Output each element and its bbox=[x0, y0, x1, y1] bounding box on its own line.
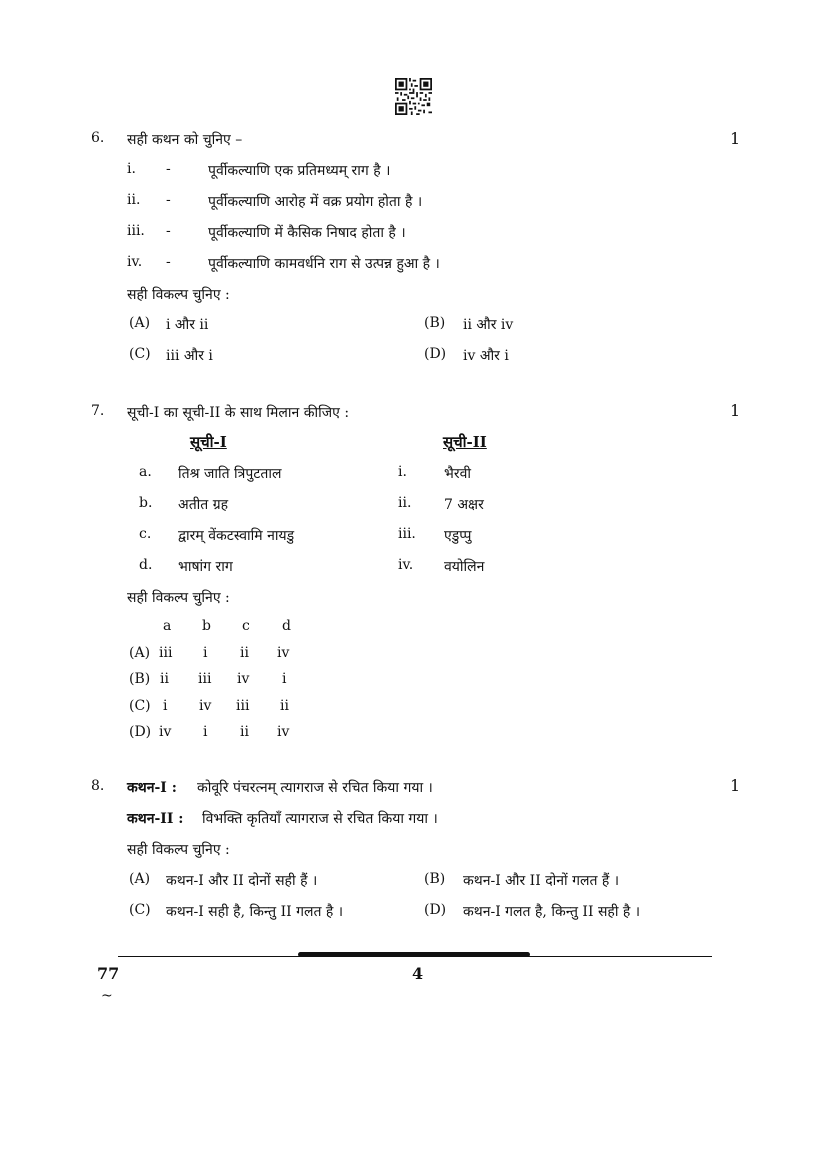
list-2-item-text: 7 अक्षर bbox=[444, 497, 484, 513]
list-2-item-text: भैरवी bbox=[444, 466, 471, 482]
list-1-header: सूची-I bbox=[190, 433, 227, 451]
q7-option-a-value: iii bbox=[159, 645, 173, 661]
list-2-item-text: एडुप्पु bbox=[444, 528, 472, 544]
q6-option-b-label: (B) bbox=[424, 315, 446, 331]
q7-option-a-value: i bbox=[203, 645, 208, 661]
q7-option-a-value: ii bbox=[240, 645, 249, 661]
q7-option-d-label: (D) bbox=[129, 724, 152, 740]
question-7-number: 7. bbox=[91, 403, 105, 419]
q8-option-a-label: (A) bbox=[129, 871, 151, 887]
q8-option-b-text: कथन-I और II दोनों गलत हैं । bbox=[463, 873, 620, 889]
q6-statement-text: पूर्वीकल्याणि कामवर्धनि राग से उत्पन्न हुआ है । bbox=[208, 256, 440, 272]
list-1-item-num: b. bbox=[139, 495, 153, 511]
q6-statement-text: पूर्वीकल्याणि में कैसिक निषाद होता है । bbox=[208, 225, 406, 241]
q6-option-d-label: (D) bbox=[424, 346, 447, 362]
q7-option-b-value: ii bbox=[160, 671, 169, 687]
list-1-item-num: d. bbox=[139, 557, 153, 573]
q7-option-d-value: ii bbox=[240, 724, 249, 740]
q7-option-d-value: iv bbox=[277, 724, 290, 740]
q6-statement-dash: - bbox=[166, 192, 171, 208]
q6-statement-dash: - bbox=[166, 254, 171, 270]
question-6-number: 6. bbox=[91, 130, 105, 146]
footer-rule-thick bbox=[298, 952, 530, 957]
q7-option-c-value: iii bbox=[236, 698, 250, 714]
question-8-marks: 1 bbox=[730, 776, 741, 795]
question-7-marks: 1 bbox=[730, 401, 741, 420]
list-2-item-text: वयोलिन bbox=[444, 559, 485, 575]
q7-prompt: सही विकल्प चुनिए : bbox=[127, 590, 230, 606]
q7-option-d-value: iv bbox=[159, 724, 172, 740]
q7-option-a-label: (A) bbox=[129, 645, 151, 661]
list-2-item-num: iv. bbox=[398, 557, 414, 573]
q6-option-a-label: (A) bbox=[129, 315, 151, 331]
list-2-item-num: ii. bbox=[398, 495, 412, 511]
q7-option-b-value: iii bbox=[198, 671, 212, 687]
list-1-item-text: अतीत ग्रह bbox=[178, 497, 229, 513]
q7-option-c-label: (C) bbox=[129, 698, 151, 714]
q8-option-d-text: कथन-I गलत है, किन्तु II सही है । bbox=[463, 904, 641, 920]
q7-option-b-value: iv bbox=[237, 671, 250, 687]
list-2-item-num: i. bbox=[398, 464, 407, 480]
q8-statement-2-text: विभक्ति कृतियाँ त्यागराज से रचित किया गया । bbox=[202, 811, 438, 827]
q7-option-b-label: (B) bbox=[129, 671, 151, 687]
list-2-header: सूची-II bbox=[443, 433, 487, 451]
q7-option-c-value: ii bbox=[280, 698, 289, 714]
q7-column-header: d bbox=[282, 618, 291, 634]
list-2-item-num: iii. bbox=[398, 526, 416, 542]
q6-option-a-text: i और ii bbox=[166, 317, 209, 333]
q7-option-d-value: i bbox=[203, 724, 208, 740]
q6-statement-dash: - bbox=[166, 161, 171, 177]
q6-option-c-label: (C) bbox=[129, 346, 151, 362]
q8-option-c-label: (C) bbox=[129, 902, 151, 918]
list-1-item-text: तिश्र जाति त्रिपुटताल bbox=[178, 466, 282, 482]
list-1-item-num: a. bbox=[139, 464, 152, 480]
q6-statement-num: i. bbox=[127, 161, 136, 177]
q7-option-b-value: i bbox=[282, 671, 287, 687]
q6-option-b-text: ii और iv bbox=[463, 317, 514, 333]
list-1-item-num: c. bbox=[139, 526, 152, 542]
q8-option-b-label: (B) bbox=[424, 871, 446, 887]
q6-statement-text: पूर्वीकल्याणि एक प्रतिमध्यम् राग है । bbox=[208, 163, 391, 179]
q6-option-c-text: iii और i bbox=[166, 348, 213, 364]
q7-option-a-value: iv bbox=[277, 645, 290, 661]
q8-statement-1-label: कथन-I : bbox=[127, 780, 177, 796]
q6-statement-text: पूर्वीकल्याणि आरोह में वक्र प्रयोग होता है । bbox=[208, 194, 423, 210]
question-6-marks: 1 bbox=[730, 129, 741, 148]
page-number: 4 bbox=[412, 964, 424, 983]
q6-prompt: सही विकल्प चुनिए : bbox=[127, 287, 230, 303]
q7-option-c-value: i bbox=[163, 698, 168, 714]
question-8-number: 8. bbox=[91, 778, 105, 794]
list-1-item-text: भाषांग राग bbox=[178, 559, 233, 575]
q8-option-d-label: (D) bbox=[424, 902, 447, 918]
q6-statement-num: iv. bbox=[127, 254, 143, 270]
question-7-text: सूची-I का सूची-II के साथ मिलान कीजिए : bbox=[127, 405, 350, 421]
q8-statement-1-text: कोवूरि पंचरत्नम् त्यागराज से रचित किया गया । bbox=[197, 780, 433, 796]
q8-option-a-text: कथन-I और II दोनों सही हैं । bbox=[166, 873, 318, 889]
q8-statement-2-label: कथन-II : bbox=[127, 811, 184, 827]
q7-column-header: a bbox=[163, 618, 172, 634]
footer-tilde: ~ bbox=[101, 988, 113, 1004]
qr-code bbox=[395, 78, 432, 115]
question-6-text: सही कथन को चुनिए – bbox=[127, 132, 243, 148]
q6-statement-num: ii. bbox=[127, 192, 141, 208]
q6-statement-dash: - bbox=[166, 223, 171, 239]
q7-column-header: c bbox=[242, 618, 250, 634]
q8-option-c-text: कथन-I सही है, किन्तु II गलत है । bbox=[166, 904, 344, 920]
q6-statement-num: iii. bbox=[127, 223, 145, 239]
q8-prompt: सही विकल्प चुनिए : bbox=[127, 842, 230, 858]
paper-code: 77 bbox=[97, 964, 120, 983]
list-1-item-text: द्वारम् वेंकटस्वामि नायडु bbox=[178, 528, 295, 544]
q6-option-d-text: iv और i bbox=[463, 348, 509, 364]
q7-column-header: b bbox=[202, 618, 211, 634]
q7-option-c-value: iv bbox=[199, 698, 212, 714]
